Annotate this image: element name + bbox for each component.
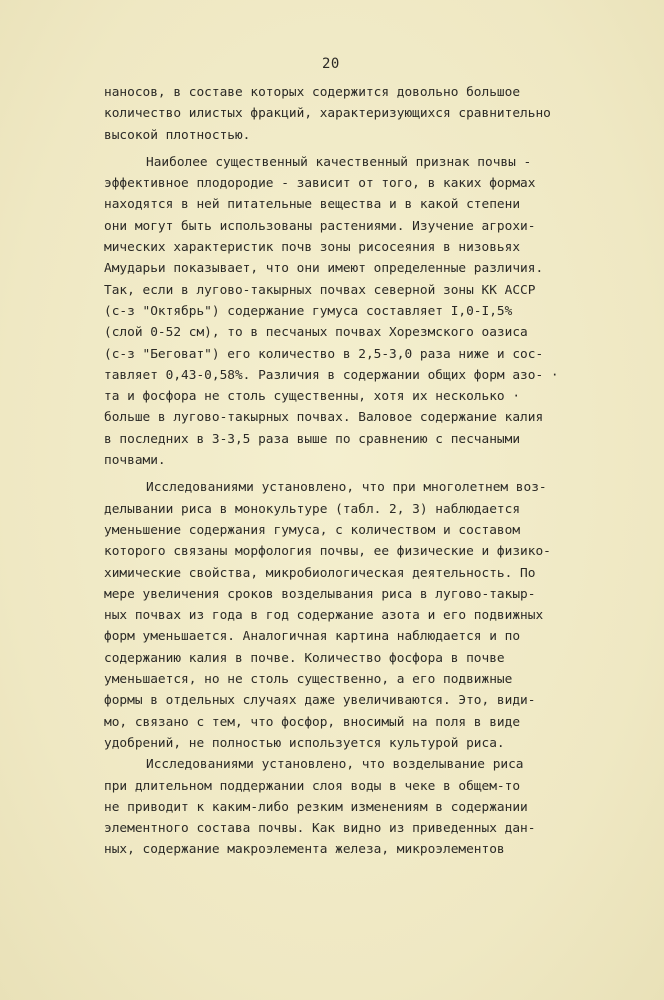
text-line: мо, связано с тем, что фосфор, вносимый на поля в виде — [104, 714, 521, 730]
text-line: Так, если в лугово-такырных почвах северной зоны КК АССР — [104, 282, 536, 298]
text-line: формы в отдельных случаях даже увеличиваются. Это, види- — [104, 693, 536, 709]
paragraph-first-line: Исследованиями установлено, что возделывание риса — [146, 757, 524, 773]
text-line: та и фосфора не столь существенны, хотя их несколько · — [104, 389, 521, 405]
text-line: (с-з "Беговат") его количество в 2,5-3,0 раза ниже и сос- — [104, 346, 544, 362]
text-line: количество илистых фракций, характеризующихся сравнительно — [104, 106, 551, 122]
text-line: содержанию калия в почве. Количество фосфора в почве — [104, 650, 505, 666]
text-line: наносов, в составе которых содержится довольно большое — [104, 85, 521, 100]
text-line: больше в лугово-такырных почвах. Валовое содержание калия — [104, 410, 544, 426]
text-line: ных, содержание макроэлемента железа, микроэлементов — [104, 842, 505, 858]
text-line: делывании риса в монокультуре (табл. 2, 3) наблюдается — [104, 501, 521, 517]
text-line: не приводит к каким-либо резким изменениям в содержании — [104, 799, 528, 815]
text-line: тавляет 0,43-0,58%. Различия в содержании общих форм азо- · — [104, 367, 559, 383]
paragraph-first-line: Наиболее существенный качественный признак почвы - — [146, 154, 532, 170]
text-line: при длительном поддержании слоя воды в чеке в общем-то — [104, 778, 521, 794]
text-line: форм уменьшается. Аналогичная картина наблюдается и по — [104, 629, 521, 645]
text-line: Амударьи показывает, что они имеют определенные различия. — [104, 261, 544, 277]
text-line: мических характеристик почв зоны рисосеяния в низовьях — [104, 240, 521, 256]
text-line: уменьшение содержания гумуса, с количеством и составом — [104, 522, 521, 538]
text-line: которого связаны морфология почвы, ее физические и физико- — [104, 544, 551, 560]
page-number: 20 — [322, 56, 340, 72]
body-text — [104, 82, 594, 861]
text-line: находятся в ней питательные вещества и в какой степени — [104, 197, 521, 213]
text-line: (с-з "Октябрь") содержание гумуса составляет I,0-I,5% — [104, 303, 513, 319]
text-line: химические свойства, микробиологическая деятельность. По — [104, 565, 536, 581]
text-line: удобрений, не полностью используется культурой риса. — [104, 735, 505, 751]
text-line: уменьшается, но не столь существенно, а его подвижные — [104, 672, 513, 688]
text-line: они могут быть использованы растениями. Изучение агрохи- — [104, 218, 536, 234]
text-line: мере увеличения сроков возделывания риса в лугово-такыр- — [104, 586, 536, 602]
text-line: почвами. — [104, 453, 166, 469]
text-line: ных почвах из года в год содержание азота и его подвижных — [104, 608, 544, 624]
text-line: элементного состава почвы. Как видно из приведенных дан- — [104, 821, 536, 837]
text-line: высокой плотностью. — [104, 127, 251, 143]
text-line: в последних в 3-3,5 раза выше по сравнению с песчаными — [104, 431, 521, 447]
text-line: (слой 0-52 см), то в песчаных почвах Хорезмского оазиса — [104, 325, 528, 341]
paragraph-first-line: Исследованиями установлено, что при многолетнем воз- — [146, 480, 547, 496]
text-line: эффективное плодородие - зависит от того, в каких формах — [104, 176, 536, 192]
